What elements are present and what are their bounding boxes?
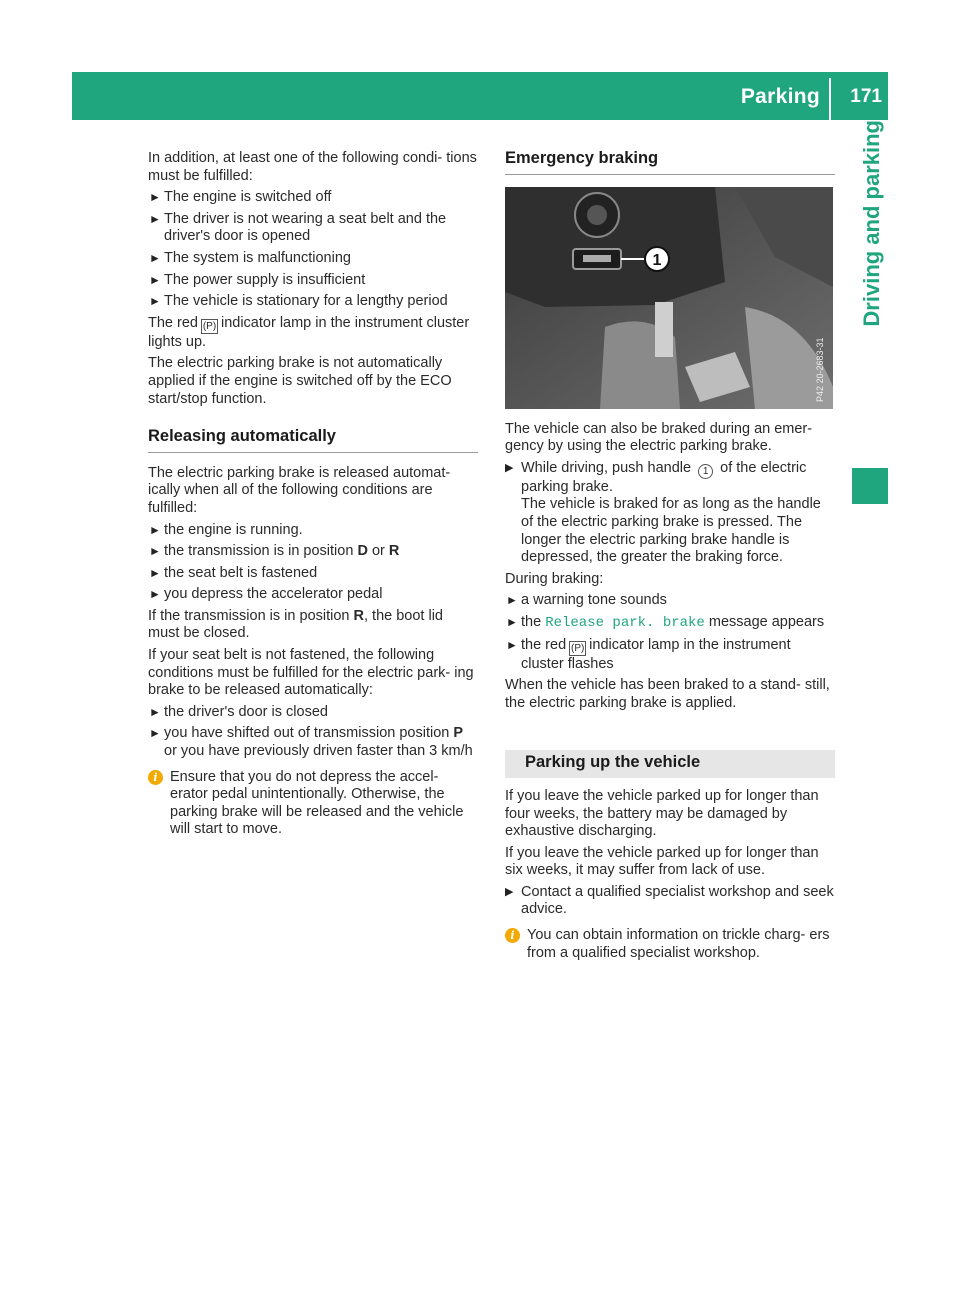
heading-emergency: Emergency braking bbox=[505, 150, 835, 175]
seatbelt-bullet-list bbox=[148, 704, 478, 761]
photo-callout-label: 1 bbox=[652, 251, 662, 269]
display-message: Release park. brake bbox=[545, 614, 705, 631]
list-item: ► a warning tone sounds bbox=[506, 592, 667, 609]
during-braking-label: During braking: bbox=[505, 570, 604, 587]
list-item: ► The engine is switched off bbox=[149, 189, 332, 206]
eco-note: The electric parking brake is not automatically applied if the engine is switched off by the ECO start/stop function. bbox=[148, 355, 452, 407]
step-result: The vehicle is braked for as long as the handle of the electric parking brake is pressed. The longer the electric parking brake handle is depressed, the greater the braking force. bbox=[521, 496, 821, 566]
page-number: 171 bbox=[850, 86, 882, 107]
list-item: ► the transmission is in position D or R bbox=[149, 543, 400, 560]
seatbelt-intro: If your seat belt is not fastened, the following conditions must be fulfilled for the electric park- ing brake to be released automatically: bbox=[148, 647, 474, 699]
list-item: ► The system is malfunctioning bbox=[149, 249, 351, 266]
bullet-icon: ► bbox=[149, 211, 161, 226]
list-item: ► The driver is not wearing a seat belt and the driver's door is opened bbox=[149, 210, 447, 245]
bullet-icon: ► bbox=[506, 614, 518, 629]
info-note: i You can obtain information on trickle charg- ers from a qualified specialist workshop. bbox=[505, 927, 835, 962]
bullet-icon: ► bbox=[149, 294, 161, 309]
list-item: ► you have shifted out of transmission position P or you have previously driven faster than 3 km/h bbox=[149, 725, 473, 760]
instruction-step: ▶ While driving, push handle 1 of the electric parking brake. The vehicle is braked for as long as the handle of the electric parking brake is pressed. The longer the electric parking brake handle is depressed, the greater the braking force. bbox=[505, 459, 821, 566]
lamp-sentence: The red (P) indicator lamp in the instrument cluster lights up. bbox=[148, 314, 470, 350]
side-tab-label: Driving and parking bbox=[859, 120, 884, 327]
release-bullet-list bbox=[148, 522, 478, 604]
list-item: ► you depress the accelerator pedal bbox=[149, 586, 383, 603]
standstill-note: When the vehicle has been braked to a stand- still, the electric parking brake is applied. bbox=[505, 677, 830, 711]
header-divider bbox=[829, 78, 831, 120]
footwell-illustration bbox=[505, 187, 833, 409]
info-icon: i bbox=[148, 770, 163, 785]
intro-bullet-list bbox=[148, 189, 478, 311]
list-item: ► the red (P) indicator lamp in the instrument cluster flashes bbox=[506, 636, 791, 672]
photo-code-label: P42 20-2683-31 bbox=[815, 337, 825, 402]
left-column bbox=[148, 150, 478, 843]
bullet-icon: ► bbox=[506, 593, 518, 608]
bullet-icon: ► bbox=[149, 565, 161, 580]
bullet-icon: ► bbox=[149, 272, 161, 287]
list-item: ► the engine is running. bbox=[149, 521, 303, 538]
bullet-icon: ► bbox=[149, 250, 161, 265]
step-arrow-icon: ▶ bbox=[505, 461, 514, 474]
heading-parking-up: Parking up the vehicle bbox=[505, 750, 835, 778]
emergency-intro: The vehicle can also be braked during an emer- gency by using the electric parking brake. bbox=[505, 420, 813, 455]
parking-brake-lamp-icon: (P) bbox=[570, 642, 585, 654]
parking-brake-lamp-icon: (P) bbox=[202, 320, 217, 332]
list-item: ► the Release park. brake message appears bbox=[506, 613, 825, 631]
boot-lid-note: If the transmission is in position R, the boot lid must be closed. bbox=[148, 607, 443, 642]
bullet-icon: ► bbox=[149, 522, 161, 537]
side-tab-marker bbox=[852, 468, 888, 504]
instruction-step: ▶ Contact a qualified specialist workshop and seek advice. bbox=[505, 883, 834, 918]
info-note: i Ensure that you do not depress the accel- erator pedal unintentionally. Otherwise, the parking brake will be released and the vehicle will start to move. bbox=[148, 769, 478, 839]
page-header bbox=[72, 72, 888, 120]
intro-text: In addition, at least one of the following condi- tions must be fulfilled: bbox=[148, 150, 477, 184]
braking-bullet-list bbox=[505, 592, 835, 673]
info-icon: i bbox=[505, 928, 520, 943]
heading-releasing: Releasing automatically bbox=[148, 428, 478, 453]
bullet-icon: ► bbox=[149, 726, 161, 741]
chapter-title: Parking bbox=[740, 85, 820, 108]
bullet-icon: ► bbox=[506, 637, 518, 652]
bullet-icon: ► bbox=[149, 190, 161, 205]
list-item: ► The power supply is insufficient bbox=[149, 271, 366, 288]
bullet-icon: ► bbox=[149, 704, 161, 719]
list-item: ► The vehicle is stationary for a lengthy period bbox=[149, 293, 448, 310]
bullet-icon: ► bbox=[149, 544, 161, 559]
step-arrow-icon: ▶ bbox=[505, 885, 514, 898]
side-tab bbox=[852, 120, 888, 420]
parking-text-2: If you leave the vehicle parked up for longer than six weeks, it may suffer from lack of use. bbox=[505, 844, 819, 879]
callout-1-icon: 1 bbox=[698, 464, 713, 479]
list-item: ► the driver's door is closed bbox=[149, 703, 328, 720]
list-item: ► the seat belt is fastened bbox=[149, 564, 318, 581]
right-column bbox=[505, 150, 835, 966]
bullet-icon: ► bbox=[149, 587, 161, 602]
release-intro: The electric parking brake is released automat- ically when all of the following conditions are fulfilled: bbox=[148, 464, 451, 516]
footwell-photo bbox=[505, 187, 833, 409]
parking-text-1: If you leave the vehicle parked up for longer than four weeks, the battery may be damaged by exhaustive discharging. bbox=[505, 787, 819, 840]
